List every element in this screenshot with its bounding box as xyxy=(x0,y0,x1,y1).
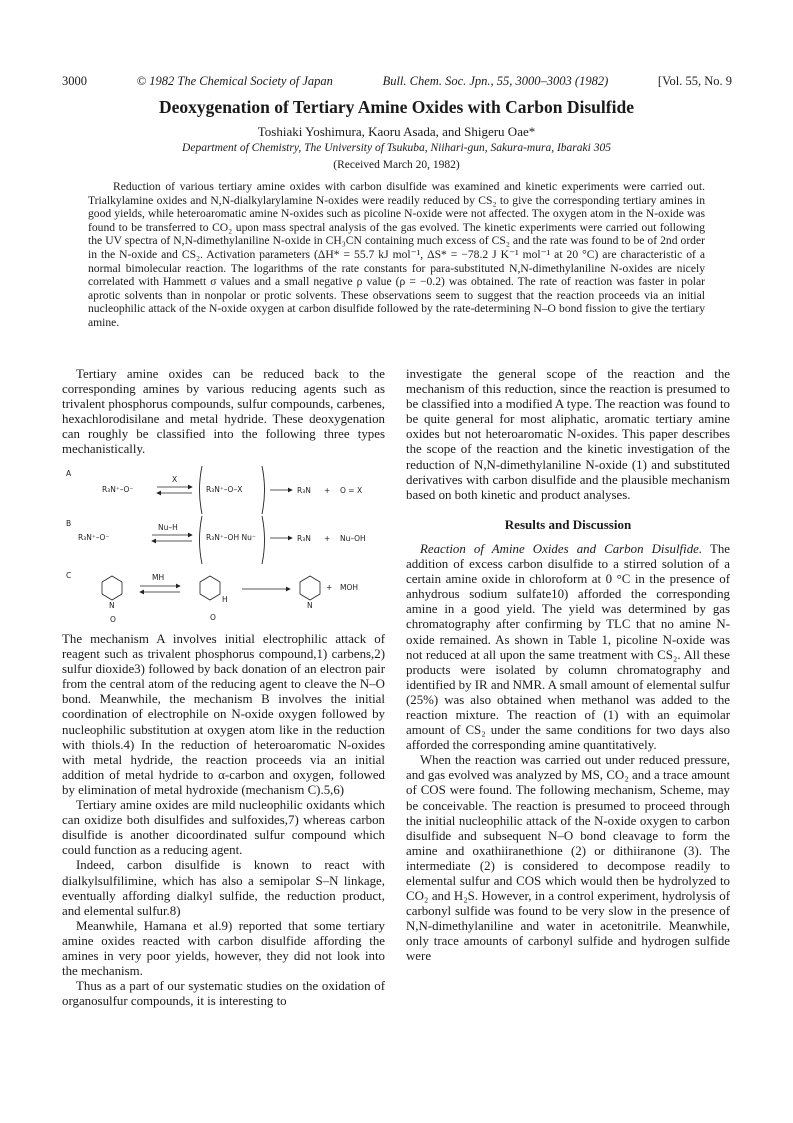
pyridine-n-oxide-ring xyxy=(102,576,122,600)
bracket-right-a xyxy=(262,466,265,514)
paper-title: Deoxygenation of Tertiary Amine Oxides with Carbon Disulfide xyxy=(159,97,634,117)
pyridine-n-label: N xyxy=(109,601,115,610)
scheme-b-start: R₃N⁺–O⁻ xyxy=(78,533,110,542)
oxidants-paragraph: Tertiary amine oxides are mild nucleophilic oxidants which can oxidize both disulfides and sulfoxides,7) whereas carbon disulfide is another dicoordinated sulfur compound which could function as a reducing agent. xyxy=(62,798,385,858)
bracket-left-a xyxy=(200,466,203,514)
pyridine-o-label: O xyxy=(110,615,116,624)
section-heading: Results and Discussion xyxy=(504,516,632,532)
dihydropyridine-intermediate-ring xyxy=(200,576,220,600)
product-n-label: N xyxy=(307,601,313,610)
scheme-a-start: R₃N⁺–O⁻ xyxy=(102,485,134,494)
bracket-left-b xyxy=(200,516,203,564)
scheme-label-c: C xyxy=(66,571,72,580)
scheme-b-reagent: Nu–H xyxy=(158,523,178,532)
journal-citation: Bull. Chem. Soc. Jpn., 55, 3000–3003 (1982) xyxy=(382,74,609,88)
intermediate-h-label: H xyxy=(222,595,228,604)
sulfilimine-paragraph: Indeed, carbon disulfide is known to react with dialkylsulfilimine, which has also a semipolar S–N linkage, eventually affording dialkyl sulfide, the reduction product, and elemental sulfur.8) xyxy=(62,858,385,918)
scheme-c-reagent: MH xyxy=(152,573,165,582)
systematic-paragraph: Thus as a part of our systematic studies on the oxidation of organosulfur compounds, it is interesting to xyxy=(62,979,385,1009)
scheme-c-plus: + xyxy=(326,583,333,592)
left-column-bottom xyxy=(62,632,385,1009)
mechanism-scheme xyxy=(62,462,385,630)
left-column-top xyxy=(62,367,385,458)
copyright: © 1982 The Chemical Society of Japan xyxy=(136,74,333,88)
scheme-a-plus: + xyxy=(324,486,331,495)
scheme-b-plus: + xyxy=(324,534,331,543)
scheme-c-product2: MOH xyxy=(340,583,359,592)
scheme-a-product1: R₃N xyxy=(297,486,311,495)
affiliation: Department of Chemistry, The University of Tsukuba, Niihari-gun, Sakura-mura, Ibaraki 305 xyxy=(182,142,611,154)
scheme-label-b: B xyxy=(66,519,72,528)
scheme-a-reagent: X xyxy=(172,475,178,484)
abstract: Reduction of various tertiary amine oxides with carbon disulfide was examined and kinetic experiments were carried out. Trialkylamine oxides and N,N-dialkylarylamine N-oxides were readily reduced by CS₂ to give the corresponding tertiary amines in good yields, while heteroaromatic amine N-oxides such as picoline N-oxide were not affected. The oxygen atom in the N-oxide was found to be transferred to CO₂ upon mass spectral analysis of the gas evolved. The kinetic experiments were carried out following the UV spectra of N,N-dimethylaniline N-oxide in CH₃CN containing much excess of CS₂ and the rate was found to be of 2nd order in the N-oxide and CS₂. Activation parameters (ΔH* = 55.7 kJ mol⁻¹, ΔS* = −78.2 J K⁻¹ mol⁻¹ at 20 °C) are characteristic of a normal bimolecular reaction. The logarithms of the rate constants for para-substituted N,N-dimethylaniline N-oxides are nicely correlated with Hammett σ values and a small negative ρ value (ρ = −0.2) was obtained. The rate of reaction was faster in polar aprotic solvents than in nonpolar or protic solvents. These observations seem to suggest that the reaction proceeds via an initial nucleophilic attack of the N-oxide oxygen at carbon disulfide followed by the rate-determining N–O bond fission to give the tertiary amine. xyxy=(88,180,705,329)
running-header xyxy=(62,74,732,89)
scope-paragraph: investigate the general scope of the reaction and the mechanism of this reduction, since the reaction is presumed to be classified into a modified A type. The reaction was found to be quite general for most aliphatic, aromatic tertiary amine oxides but not heteroaromatic N-oxides. This paper describes the scope of the reaction and the kinetic investigation of the reduction of N,N-dimethylaniline N-oxide (1) and substituted derivatives with carbon disulfide and the plausible mechanism based on both kinetic and product analyses. xyxy=(406,367,730,502)
mechanism-paragraph: The mechanism A involves initial electrophilic attack of reagent such as trivalent phosphorus compound,1) carbens,2) sulfur dioxide3) followed by back donation of an electron pair from the central atom of the reducing agent to cleave the N–O bond. Meanwhile, the mechanism B involves the initial coordination of electrophile on N-oxide oxygen followed by nucleophilic substitution at oxygen atom like in the reduction with thiols.4) In the reduction of heteroaromatic N-oxides with metal hydride, the reaction proceeds via an initial addition of metal hydride to α-carbon and oxygen, followed by elimination of metal hydroxide (mechanism C).5,6) xyxy=(62,632,385,797)
volume-info: [Vol. 55, No. 9 xyxy=(657,74,732,88)
hamana-paragraph: Meanwhile, Hamana et al.9) reported that some tertiary amine oxides reacted with carbon disulfide affording the amines in very poor yields, however, they did not look into the mechanism. xyxy=(62,918,385,979)
intro-paragraph: Tertiary amine oxides can be reduced back to the corresponding amines by various reducing agents such as trivalent phosphorus compounds, sulfur compounds, carbenes, hexachlorodisilane and metal hydride. These deoxygenation can roughly be classified into the following three types mechanistically. xyxy=(62,367,385,457)
reaction-paragraph xyxy=(406,542,730,753)
scheme-b-product1: R₃N xyxy=(297,534,311,543)
page-number: 3000 xyxy=(62,74,87,88)
bracket-right-b xyxy=(262,516,265,564)
scheme-b-product2: Nu–OH xyxy=(340,534,366,543)
right-column xyxy=(406,367,730,965)
scheme-b-intermediate: R₃N⁺–OH Nu⁻ xyxy=(206,533,256,542)
subsection-heading: Reaction of Amine Oxides and Carbon Disulfide. xyxy=(420,541,703,556)
gas-analysis-paragraph: When the reaction was carried out under reduced pressure, and gas evolved was analyzed by MS, CO₂ and a trace amount of COS were found. The following mechanism, Scheme, may be conceivable. The reaction is presumed to proceed through the initial nucleophilic attack of the N-oxide oxygen to carbon disulfide and subsequent N–O bond cleavage to form the amine and oxathiiranethione (2) or dithiiranone (3). The intermediate (2) is considered to decompose readily to elemental sulfur and COS which would then be hydrolyzed to CO₂ and H₂S. However, in a control experiment, hydrolysis of carbonyl sulfide was found to be very slow in the presence of N,N-dimethylaniline and water in acetonitrile. Meanwhile, only trace amounts of carbonyl sulfide and hydrogen sulfide were xyxy=(406,753,730,964)
received-date: (Received March 20, 1982) xyxy=(333,159,460,171)
scheme-a-product2: O = X xyxy=(340,486,363,495)
intermediate-o-label: O xyxy=(210,613,216,622)
pyridine-product-ring xyxy=(300,576,320,600)
reaction-text: The addition of excess carbon disulfide to a stirred solution of a certain amine oxide in chloroform at 0 °C in the presence of anhydrous sodium sulfate10) afforded the corresponding amine in a good yield. The yield was determined by gas chromatography after confirming by TLC that no amine N-oxide remained. As shown in Table 1, picoline N-oxide was not reduced at all upon the same treatment with CS₂. All these products were isolated by column chromatography and identified by IR and NMR. A small amount of elemental sulfur (25%) was also obtained when methanol was added to the reaction mixture. The reaction of (1) with an equimolar amount of CS₂ under the same conditions for two days also afforded the corresponding amine quantitatively. xyxy=(406,541,731,753)
scheme-label-a: A xyxy=(66,469,72,478)
scheme-a-intermediate: R₃N⁺–O–X xyxy=(206,485,243,494)
authors: Toshiaki Yoshimura, Kaoru Asada, and Shigeru Oae* xyxy=(257,124,536,139)
